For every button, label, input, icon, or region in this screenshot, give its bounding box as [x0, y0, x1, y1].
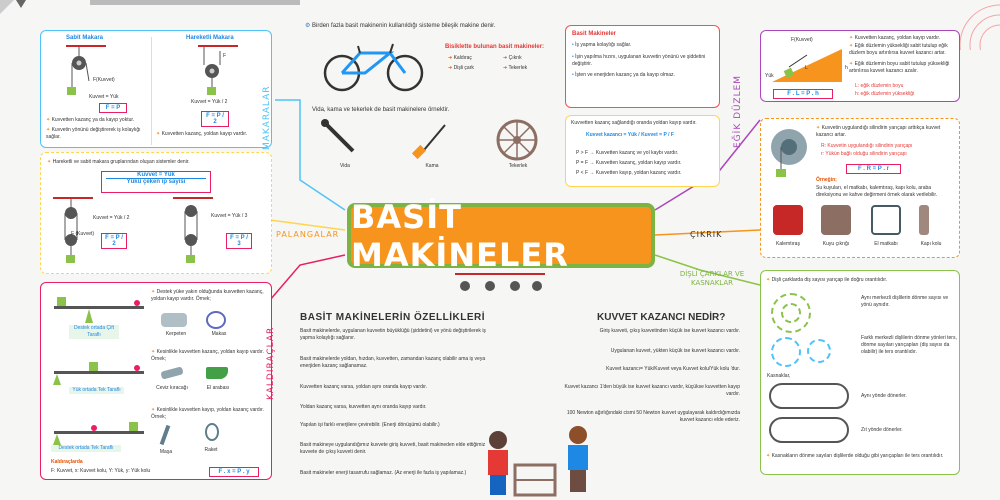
disli-label: DİŞLİ ÇARKLAR VE KASNAKLAR [679, 270, 745, 288]
kaldirac3-label: Destek ortada Tek Taraflı [51, 445, 121, 452]
gear-pair-1b-icon [781, 303, 801, 323]
sabit-box: F = P [99, 103, 127, 113]
kazanc-4: Kuvvet kazancı 1'den büyük ise kuvvet kazancı vardır, küçükse kuvvetten kayıp vardır. [564, 384, 740, 397]
raket-icon [205, 423, 219, 441]
disli-footer: ✦ Kasnakların dönme sayıları dişlilerde olduğu gibi yarıçapları ile ters orantılıdır. [766, 453, 944, 459]
kerpeten-label: Kerpeten [165, 331, 187, 337]
bicycle-item-disli-text: Dişli çark [453, 65, 474, 71]
gear-pair-2b-icon [807, 339, 831, 363]
examples-title: Vida, kama ve tekerlek de basit makinelere örnektir. [312, 107, 450, 113]
sabit-desc2: ✦ Kuvvetin yönünü değiştirerek iş kolaylığı sağlar. [46, 127, 141, 140]
bicycle-title: Bisiklette bulunan basit makineler: [445, 44, 545, 50]
palanga-intro-text: Hareketli ve sabit makara gruplarından oluşan sistemler denir. [52, 159, 190, 165]
kaldirac-kuvvet-title: Kaldıraçlarda [51, 459, 83, 465]
kazanc-1: Giriş kuvveti, çıkış kuvvetinden küçük ise kuvvet kazancı vardır. [599, 328, 740, 334]
kaldirac1-label: Destek ortada Çift Taraflı [69, 325, 119, 339]
gear-pair-2-icon [771, 337, 801, 367]
cikrik-ornegin-text: Su kuyuları, el matkabı, kalemtıraş, kapı kolu, araba direksiyonu ve kahve değirmeni örnek olarak verilebilir. [816, 185, 938, 198]
disli-intro: ✦ Dişli çarklarda diş sayısı yarıçap ile doğru orantılıdır. [766, 277, 888, 283]
kaldirac1-desc-text: Destek yüke yakın olduğunda kuvvetten kazanç, yoldan kayıp vardır. Örnek; [151, 289, 264, 302]
kalemtiras-label: Kalemtıraş [776, 241, 800, 247]
disli-item-4: Zıt yönde dönerler. [861, 427, 903, 433]
egik-note-2: h: eğik düzlemin yüksekliği [855, 91, 915, 97]
hareketli-box: F = P / 2 [201, 111, 229, 127]
hareketli-f: F [223, 53, 227, 59]
hareketli-formula: Kuvvet = Yük / 2 [191, 99, 228, 105]
bicycle-item-cikrik-text: Çıkrık [508, 55, 522, 61]
kaldirac-kuvvet-text: F: Kuvvet, x: Kuvvet kolu, Y: Yük, y: Yük kolu [51, 468, 151, 474]
kk-formula: Kuvvet kazancı = Yük / Kuvvet = P / F [586, 132, 674, 138]
cikrik-formula: F . R = P . r [846, 164, 901, 174]
pulley-pair-2-icon [769, 417, 849, 443]
egik-fkuvvet: F(Kuvvet) [791, 37, 813, 43]
egik-item-1-text: Kuvvetten kazanç, yoldan kayıp vardır. [854, 35, 941, 41]
ozellik-3: Kuvvetten kazanç varsa, yoldan aynı oranda kayıp vardır. [300, 384, 428, 390]
cikrik-panel [760, 118, 960, 258]
palanga-left-formula: Kuvvet = Yük / 2 [93, 215, 130, 221]
bicycle-illustration [320, 38, 430, 93]
sabit-desc1-text: Kuvvetten kazanç ya da kayıp yoktur. [51, 117, 135, 123]
cikrik-item-2: R: Kuvvetin uygulandığı silindirin yarıçapı [821, 143, 913, 149]
palanga-intro: ✦ Hareketli ve sabit makara gruplarından oluşan sistemler denir. [47, 159, 190, 165]
kapi-kolu-label: Kapı kolu [920, 241, 942, 247]
cikrik-label: ÇIKRIK [690, 230, 723, 239]
kids-illustration [480, 425, 600, 500]
bicycle-item-disli: ➜ Dişli çark [448, 65, 474, 71]
palangalar-panel [40, 152, 272, 274]
egik-item-1: ✦ Kuvvetten kazanç, yoldan kayıp vardır. [849, 35, 941, 41]
kk-item-2: P = F → Kuvvetten kazanç, yoldan kayıp vardır. [576, 160, 682, 166]
pulley-pair-1-icon [769, 383, 849, 409]
basit-makineler-box [565, 25, 720, 108]
palanga-left-box: F = P / 2 [101, 233, 127, 249]
hareketli-makara-diagram [196, 43, 241, 98]
el-arabasi-icon [206, 367, 228, 379]
vida-icon [320, 118, 360, 158]
kaldiraclar-panel [40, 282, 272, 480]
sabit-desc2-text: Kuvvetin yönünü değiştirerek iş kolaylığı sağlar. [46, 127, 141, 140]
ozellikler-title: BASİT MAKİNELERİN ÖZELLİKLERİ [300, 312, 486, 323]
makaralar-panel [40, 30, 272, 148]
bilesik-intro-text: Birden fazla basit makinenin kullanıldığı sisteme bileşik makine denir. [312, 23, 496, 29]
masa-icon [160, 425, 171, 445]
disli-intro-text: Dişli çarklarda diş sayısı yarıçap ile doğru orantılıdır. [771, 277, 888, 283]
basit-makineler-title: Basit Makineler [572, 31, 617, 37]
kalemtiras-icon [773, 205, 803, 235]
cikrik-item-3: r: Yükün bağlı olduğu silindirin yarıçapı [821, 151, 907, 157]
kerpeten-icon [161, 313, 187, 327]
kk-item-1: P > F → Kuvvetten kazanç ve yol kaybı vardır. [576, 150, 679, 156]
bicycle-item-kaldirac-text: Kaldıraç [453, 55, 472, 61]
egik-yuk: Yük [765, 73, 774, 79]
bicycle-item-cikrik: ➜ Çıkrık [503, 55, 522, 61]
basit-makineler-item-2: • İşin yapılma hızını, uygulanan kuvvetin yönünü ve şiddetini değiştirir. [572, 54, 717, 68]
kaldirac3-desc: ✦ Kesinlikle kuvvetten kayıp, yoldan kazanç vardır. Örnek; [151, 407, 264, 420]
sabit-makara-title: Sabit Makara [66, 35, 104, 41]
cikrik-diagram [767, 125, 817, 180]
makas-icon [206, 311, 226, 329]
ozellik-2: Basit makinelerde yoldan, hızdan, kuvvetten, zamandan kazanç olabilir ama iş veya enerjiden kazanç sağlanamaz. [300, 356, 486, 369]
egik-item-2-text: Eğik düzlemin yüksekliği sabit tutulup eğik düzlem boyu artırılırsa kuvvet kazancı artar. [849, 43, 948, 56]
kaldirac2-label: Yük ortada Tek Taraflı [69, 387, 124, 394]
ceviz-label: Ceviz kıracağı [156, 385, 188, 391]
egik-note-1: L: eğik düzlemin boyu [855, 83, 904, 89]
palanga-kuvvet: F (Kuvvet) [71, 231, 95, 237]
el-matkabi-label: El matkabı [874, 241, 898, 247]
makas-label: Makas [211, 331, 227, 337]
egik-h: h [845, 65, 848, 71]
kk-intro: Kuvvetten kazanç sağlandığı oranda yoldan kayıp vardır. [571, 120, 697, 126]
main-title: BASİT MAKİNELER [351, 197, 569, 274]
ozellik-5: Yapılan işi farklı enerjilere çevirebilir. (Enerji dönüşümü olabilir.) [300, 422, 440, 428]
palanga-formula-top: Kuvvet = Yük [137, 172, 175, 178]
kuvvet-kazanci-box [565, 115, 720, 187]
palanga-formula-bottom: Yükü çeken ip sayısı [106, 178, 206, 185]
tekerlek-icon [495, 118, 540, 163]
raket-label: Raket [204, 447, 218, 453]
disli-item-1: Aynı merkezli dişlilerin dönme sayısı ve yönü aynıdır. [861, 295, 949, 308]
kapi-kolu-icon [919, 205, 929, 235]
egik-duzlem-label: EĞİK DÜZLEM [733, 74, 743, 148]
bicycle-item-kaldirac: ➜ Kaldıraç [448, 55, 472, 61]
kama-icon [410, 122, 450, 162]
kaldirac1-desc: ✦ Destek yüke yakın olduğunda kuvvetten kazanç, yoldan kayıp vardır. Örnek; [151, 289, 264, 302]
makaralar-label: MAKARALAR [262, 85, 272, 150]
hareketli-desc-text: Kuvvetten kazanç, yoldan kayıp vardır. [161, 131, 248, 137]
vida-label: Vida [340, 163, 350, 169]
egik-duzlem-diagram [767, 37, 847, 87]
main-title-banner [347, 197, 655, 274]
sabit-makara-diagram [61, 43, 111, 98]
bicycle-item-tekerlek-text: Tekerlek [508, 65, 528, 71]
kaldirac3-desc-text: Kesinlikle kuvvetten kayıp, yoldan kazanç vardır. Örnek; [151, 407, 264, 420]
palanga-right-diagram [171, 195, 216, 270]
kaldiraclar-label: KALDIRAÇLAR [266, 326, 276, 400]
egik-duzlem-panel [760, 30, 960, 102]
ozellik-1: Basit makinelerde, uygulanan kuvvetin büyüklüğü (şiddetini) ve yönü değiştirilerek iş yapma kolaylığı sağlanır. [300, 328, 486, 341]
egik-l: L [805, 65, 808, 71]
el-matkabi-icon [871, 205, 901, 235]
cikrik-item-1: ✦ Kuvvetin uygulandığı silindirin yarıçapı arttıkça kuvvet kazancı artar. [816, 125, 941, 138]
egik-formula: F . L = P . h [773, 89, 833, 99]
palanga-formula-box [101, 171, 211, 193]
kazanc-5: 100 Newton ağırlığındaki cismi 50 Newton kuvvet uygulayarak kaldırdığımızda kuvvet kazancı elde ederiz. [566, 410, 740, 423]
kaldirac2-desc-text: Kesinlikle kuvvetten kazanç, yoldan kayıp vardır. Örnek; [151, 349, 264, 362]
divider [151, 37, 152, 145]
bicycle-item-tekerlek: ➜ Tekerlek [503, 65, 528, 71]
palangalar-label: PALANGALAR [276, 230, 340, 239]
cikrik-ornegin: Örneğin; [816, 177, 837, 183]
cikrik-item-1-text: Kuvvetin uygulandığı silindirin yarıçapı arttıkça kuvvet kazancı artar. [816, 125, 941, 138]
kaldirac2-desc: ✦ Kesinlikle kuvvetten kazanç, yoldan kayıp vardır. Örnek; [151, 349, 264, 362]
sabit-desc1: ✦ Kuvvetten kazanç ya da kayıp yoktur. [46, 117, 135, 123]
kaldirac2-diagram [49, 351, 149, 391]
palanga-right-box: F = P / 3 [226, 233, 252, 249]
sabit-fkuvvet: F(Kuvvet) [93, 77, 115, 83]
hareketli-desc: ✦ Kuvvetten kazanç, yoldan kayıp vardır. [156, 131, 248, 137]
basit-makineler-item-1: • İş yapma kolaylığı sağlar. [572, 42, 717, 49]
kk-item-3: P < F → Kuvvetten kayıp, yoldan kazanç vardır. [576, 170, 682, 176]
pulley-row-icons [455, 272, 545, 302]
bilesik-makine-intro: ⚙ Birden fazla basit makinenin kullanıldığı sisteme bileşik makine denir. [305, 23, 496, 29]
egik-item-2: ✦ Eğik düzlemin yüksekliği sabit tutulup eğik düzlem boyu artırılırsa kuvvet kazancı artar. [849, 43, 948, 56]
palanga-right-formula: Kuvvet = Yük / 3 [211, 213, 248, 219]
disli-panel [760, 270, 960, 475]
disli-footer-text: Kasnakların dönme sayıları dişlilerde olduğu gibi yarıçapları ile ters orantılıdır. [771, 453, 944, 459]
kuyu-cikrigi-icon [821, 205, 851, 235]
egik-item-3-text: Eğik düzlemin boyu sabit tutulup yüksekliği artırılırsa kuvvet kazancı azalır. [849, 61, 950, 74]
disli-item-3: Aynı yönde dönerler. [861, 393, 907, 399]
basit-makineler-item-3: • İşten ve enerjiden kazanç ya da kayıp olmaz. [572, 72, 717, 79]
kuyu-label: Kuyu çıkrığı [822, 241, 850, 247]
el-arabasi-label: El arabası [206, 385, 230, 391]
hareketli-makara-title: Hareketli Makara [186, 35, 234, 41]
tekerlek-label: Tekerlek [508, 163, 528, 169]
kama-label: Kama [425, 163, 439, 169]
ceviz-kiracagi-icon [160, 366, 183, 379]
egik-item-3: ✦ Eğik düzlemin boyu sabit tutulup yüksekliği artırılırsa kuvvet kazancı azalır. [849, 61, 950, 74]
ozellik-7: Basit makineler enerji tasarrufu sağlamaz. (Az enerji ile fazla iş yapılamaz.) [300, 470, 467, 476]
kazanc-title: KUVVET KAZANCI NEDİR? [597, 312, 726, 323]
disli-item-2: Farklı merkezli dişlilerin dönme yönleri ters, dönme sayıları yarıçapları (diş sayısı da olabilir) ile ters orantılıdır. [861, 335, 957, 355]
masa-label: Maşa [159, 449, 173, 455]
ozellik-6: Basit makineye uygulandığımız kuvvete giriş kuvveti, basit makineden elde ettiğimiz kuvvete de çıkış kuvveti denir. [300, 442, 486, 455]
kazanc-2: Uygulanan kuvvet, yükten küçük ise kuvvet kazancı vardır. [610, 348, 740, 354]
kasnaklar-label: Kasnaklar, [767, 373, 791, 379]
ozellik-4: Yoldan kazanç varsa, kuvvetten aynı oranda kayıp vardır. [300, 404, 427, 410]
kaldirac-formula: F . x = P . y [209, 467, 259, 477]
sabit-formula: Kuvvet = Yük [89, 94, 119, 100]
kazanc-3: Kuvvet kazancı= Yük/Kuvvet veya Kuvvet kolu/Yük kolu 'dur. [606, 366, 740, 372]
